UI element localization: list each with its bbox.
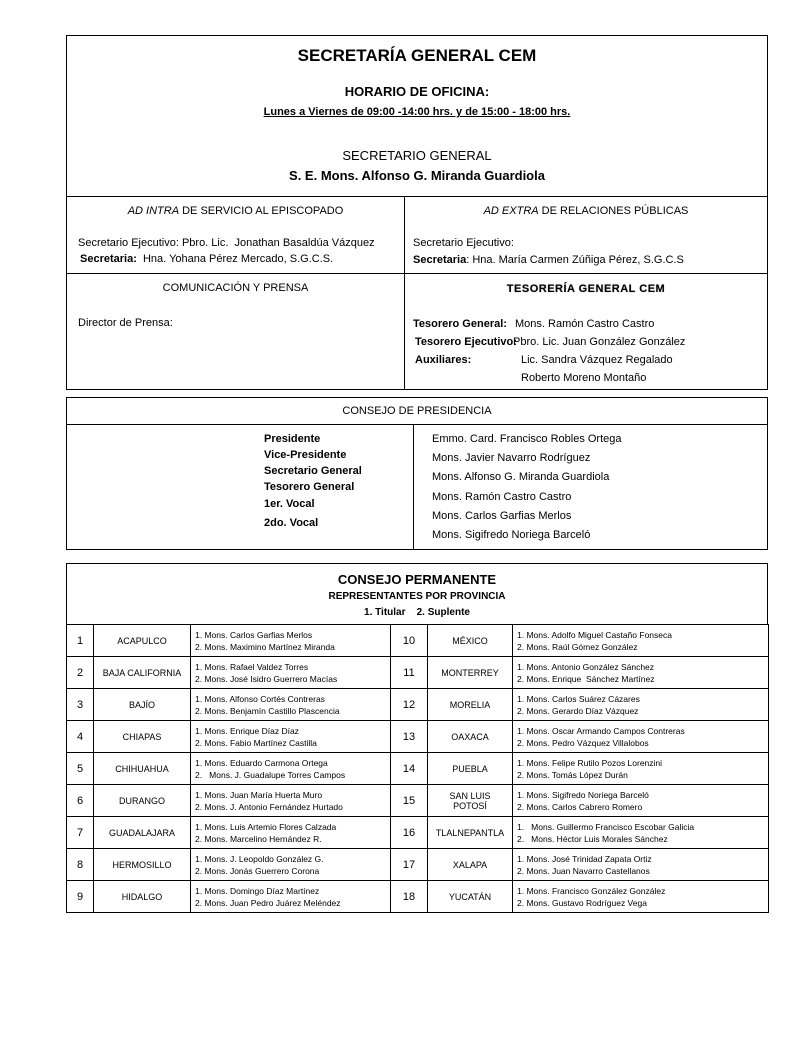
table-row xyxy=(67,689,769,721)
representative-line: 1. Mons. Juan María Huerta Muro xyxy=(195,789,323,800)
ad-extra-line2-label: Secretaria xyxy=(413,254,467,266)
province-name: PUEBLA xyxy=(428,753,513,785)
province-number: 5 xyxy=(67,753,94,785)
presidencia-roles xyxy=(264,433,362,533)
representative-line: 2. Mons. J. Antonio Fernández Hurtado xyxy=(195,801,343,812)
presidencia-name: Emmo. Card. Francisco Robles Ortega xyxy=(432,433,622,445)
province-name: OAXACA xyxy=(428,721,513,753)
permanente-subtitle: REPRESENTANTES POR PROVINCIA xyxy=(328,591,506,602)
province-representatives xyxy=(513,721,769,753)
director-prensa-label: Director de Prensa: xyxy=(78,317,173,329)
representative-line: 1. Mons. Luis Artemio Flores Calzada xyxy=(195,821,337,832)
representative-line: 2. Mons. Héctor Luis Morales Sánchez xyxy=(517,833,668,844)
province-representatives xyxy=(513,881,769,913)
province-number: 4 xyxy=(67,721,94,753)
ad-extra-line2-value: : Hna. María Carmen Zúñiga Pérez, S.G.C.S xyxy=(466,254,684,266)
representative-line: 2. Mons. Pedro Vázquez Villalobos xyxy=(517,737,649,748)
province-representatives xyxy=(191,753,391,785)
province-name: YUCATÁN xyxy=(428,881,513,913)
tesoreria-row xyxy=(413,336,767,354)
province-representatives xyxy=(513,817,769,849)
comm-treasury-row xyxy=(66,273,768,390)
representative-line: 2. Mons. Tomás López Durán xyxy=(517,769,628,780)
province-number: 17 xyxy=(391,849,428,881)
ad-extra-line1 xyxy=(413,237,514,249)
tesoreria-row-value: Roberto Moreno Montaño xyxy=(521,372,647,384)
presidencia-role: Secretario General xyxy=(264,465,362,477)
province-number: 13 xyxy=(391,721,428,753)
representative-line: 2. Mons. Gustavo Rodríguez Vega xyxy=(517,897,647,908)
province-representatives xyxy=(191,625,391,657)
province-representatives xyxy=(513,849,769,881)
representative-line: 1. Mons. Antonio González Sánchez xyxy=(517,661,655,672)
ad-intra-line2-value: Hna. Yohana Pérez Mercado, S.G.C.S. xyxy=(136,253,334,265)
permanente-title: CONSEJO PERMANENTE xyxy=(337,572,497,587)
presidencia-divider xyxy=(413,425,414,549)
comunicacion-section xyxy=(67,274,404,389)
province-name: MONTERREY xyxy=(428,657,513,689)
province-number: 11 xyxy=(391,657,428,689)
province-representatives xyxy=(513,689,769,721)
province-number: 10 xyxy=(391,625,428,657)
representative-line: 2. Mons. Maximino Martínez Miranda xyxy=(195,641,335,652)
office-hours-label: HORARIO DE OFICINA: xyxy=(344,84,490,99)
province-name: MORELIA xyxy=(428,689,513,721)
table-row xyxy=(67,785,769,817)
ad-intra-line1 xyxy=(78,237,375,249)
representative-line: 2. Mons. Juan Navarro Castellanos xyxy=(517,865,650,876)
province-representatives xyxy=(513,657,769,689)
province-representatives xyxy=(191,785,391,817)
province-name: ACAPULCO xyxy=(94,625,191,657)
representative-line: 1. Mons. Enrique Díaz Díaz xyxy=(195,725,299,736)
province-number: 3 xyxy=(67,689,94,721)
province-representatives xyxy=(191,657,391,689)
province-name: BAJÍO xyxy=(94,689,191,721)
presidencia-name: Mons. Ramón Castro Castro xyxy=(432,491,572,503)
sec-general-label: SECRETARIO GENERAL xyxy=(342,148,492,163)
province-representatives xyxy=(191,881,391,913)
province-number: 18 xyxy=(391,881,428,913)
representative-line: 1. Mons. Francisco González González xyxy=(517,885,666,896)
presidencia-body xyxy=(66,424,768,550)
representative-line: 2. Mons. Jonás Guerrero Corona xyxy=(195,865,320,876)
ad-intra-line1-label: Secretario Ejecutivo: xyxy=(78,237,179,249)
province-number: 1 xyxy=(67,625,94,657)
province-number: 15 xyxy=(391,785,428,817)
ad-intra-line1-value: Pbro. Lic. Jonathan Basaldúa Vázquez xyxy=(178,237,375,249)
province-number: 14 xyxy=(391,753,428,785)
representative-line: 2. Mons. Benjamín Castillo Plascencia xyxy=(195,705,340,716)
tesoreria-row-label: Tesorero General: xyxy=(413,318,507,330)
representative-line: 1. Mons. Sigifredo Noriega Barceló xyxy=(517,789,649,800)
presidencia-names xyxy=(432,433,622,548)
tesoreria-row-value: Mons. Ramón Castro Castro xyxy=(515,318,655,330)
representative-line: 1. Mons. Eduardo Carmona Ortega xyxy=(195,757,328,768)
province-representatives xyxy=(191,817,391,849)
tesoreria-row-value: Pbro. Lic. Juan González González xyxy=(513,336,686,348)
province-name: XALAPA xyxy=(428,849,513,881)
province-name: GUADALAJARA xyxy=(94,817,191,849)
representative-line: 1. Mons. Adolfo Miguel Castaño Fonseca xyxy=(517,629,672,640)
header-box xyxy=(66,35,768,197)
tesoreria-row xyxy=(413,372,767,390)
province-number: 12 xyxy=(391,689,428,721)
presidencia-role: 1er. Vocal xyxy=(264,498,315,510)
representative-line: 1. Mons. Felipe Rutilo Pozos Lorenzini xyxy=(517,757,663,768)
province-representatives xyxy=(513,753,769,785)
province-name: HIDALGO xyxy=(94,881,191,913)
province-number: 6 xyxy=(67,785,94,817)
presidencia-role: Presidente xyxy=(264,433,321,445)
ad-row xyxy=(66,196,768,274)
representative-line: 1. Mons. José Trinidad Zapata Ortiz xyxy=(517,853,652,864)
ad-intra-line2 xyxy=(80,253,333,265)
tesoreria-row-label: Tesorero Ejecutivo: xyxy=(415,336,517,348)
representative-line: 1. Mons. Carlos Suárez Cázares xyxy=(517,693,640,704)
tesoreria-row xyxy=(413,354,767,372)
province-number: 16 xyxy=(391,817,428,849)
ad-extra-title-italic: AD EXTRA xyxy=(483,205,539,217)
representative-line: 2. Mons. José Isidro Guerrero Macías xyxy=(195,673,338,684)
representative-line: 1. Mons. Alfonso Cortés Contreras xyxy=(195,693,325,704)
presidencia-name: Mons. Carlos Garfias Merlos xyxy=(432,510,572,522)
province-name: CHIAPAS xyxy=(94,721,191,753)
province-name: DURANGO xyxy=(94,785,191,817)
presidencia-role: Tesorero General xyxy=(264,481,355,493)
table-row xyxy=(67,881,769,913)
representative-line: 2. Mons. Carlos Cabrero Romero xyxy=(517,801,643,812)
representative-line: 2. Mons. Fabio Martínez Castilla xyxy=(195,737,317,748)
ad-intra-title-italic: AD INTRA xyxy=(127,205,180,217)
representative-line: 1. Mons. J. Leopoldo González G. xyxy=(195,853,324,864)
tesoreria-row xyxy=(413,318,767,336)
presidencia-name: Mons. Javier Navarro Rodríguez xyxy=(432,452,591,464)
ad-intra-title xyxy=(67,205,404,217)
province-number: 8 xyxy=(67,849,94,881)
table-row xyxy=(67,753,769,785)
ad-extra-section xyxy=(405,197,767,273)
province-name: SAN LUIS POTOSÍ xyxy=(428,785,513,817)
representative-line: 1. Mons. Domingo Díaz Martínez xyxy=(195,885,320,896)
ad-extra-title xyxy=(405,205,767,217)
province-number: 2 xyxy=(67,657,94,689)
representative-line: 2. Mons. Enrique Sánchez Martínez xyxy=(517,673,655,684)
ad-extra-title-rest: DE RELACIONES PÚBLICAS xyxy=(538,205,689,217)
comunicacion-title: COMUNICACIÓN Y PRENSA xyxy=(162,282,309,294)
provincias-table xyxy=(66,624,769,913)
representative-line: 1. Mons. Guillermo Francisco Escobar Galicia xyxy=(517,821,695,832)
province-representatives xyxy=(191,849,391,881)
province-name: BAJA CALIFORNIA xyxy=(94,657,191,689)
representative-line: 1. Mons. Oscar Armando Campos Contreras xyxy=(517,725,685,736)
province-representatives xyxy=(191,721,391,753)
page-title: SECRETARÍA GENERAL CEM xyxy=(297,46,537,65)
permanente-legend: 1. Titular 2. Suplente xyxy=(364,607,470,618)
province-representatives xyxy=(191,689,391,721)
representative-line: 1. Mons. Rafael Valdez Torres xyxy=(195,661,309,672)
table-row xyxy=(67,849,769,881)
office-hours: Lunes a Viernes de 09:00 -14:00 hrs. y de 15:00 - 18:00 hrs. xyxy=(263,106,571,118)
tesoreria-section xyxy=(405,274,767,389)
ad-extra-line1-label: Secretario Ejecutivo: xyxy=(413,237,514,249)
province-name: CHIHUAHUA xyxy=(94,753,191,785)
table-row xyxy=(67,625,769,657)
presidencia-title: CONSEJO DE PRESIDENCIA xyxy=(342,405,492,417)
tesoreria-row-value: Lic. Sandra Vázquez Regalado xyxy=(521,354,673,366)
tesoreria-list xyxy=(413,318,767,390)
province-name: TLALNEPANTLA xyxy=(428,817,513,849)
representative-line: 2. Mons. Gerardo Díaz Vázquez xyxy=(517,705,639,716)
representative-line: 1. Mons. Carlos Garfias Merlos xyxy=(195,629,313,640)
permanente-header xyxy=(66,563,768,625)
ad-intra-title-rest: DE SERVICIO AL EPISCOPADO xyxy=(179,205,344,217)
table-row xyxy=(67,817,769,849)
presidencia-header xyxy=(66,397,768,425)
representative-line: 2. Mons. Marcelino Hernández R. xyxy=(195,833,322,844)
province-representatives xyxy=(513,785,769,817)
province-number: 7 xyxy=(67,817,94,849)
representative-line: 2. Mons. Juan Pedro Juárez Meléndez xyxy=(195,897,341,908)
province-representatives xyxy=(513,625,769,657)
ad-extra-line2 xyxy=(413,254,684,266)
province-number: 9 xyxy=(67,881,94,913)
representative-line: 2. Mons. J. Guadalupe Torres Campos xyxy=(195,769,346,780)
tesoreria-title: TESORERÍA GENERAL CEM xyxy=(506,283,666,295)
ad-intra-section xyxy=(67,197,404,273)
ad-intra-line2-label: Secretaria: xyxy=(80,253,137,265)
table-row xyxy=(67,721,769,753)
representative-line: 2. Mons. Raúl Gómez González xyxy=(517,641,638,652)
tesoreria-row-label: Auxiliares: xyxy=(415,354,472,366)
presidencia-name: Mons. Alfonso G. Miranda Guardiola xyxy=(432,471,610,483)
province-name: MÉXICO xyxy=(428,625,513,657)
table-row xyxy=(67,657,769,689)
province-name: HERMOSILLO xyxy=(94,849,191,881)
presidencia-name: Mons. Sigifredo Noriega Barceló xyxy=(432,529,591,541)
presidencia-role: 2do. Vocal xyxy=(264,517,319,529)
presidencia-role: Vice-Presidente xyxy=(264,449,347,461)
sec-general-name: S. E. Mons. Alfonso G. Miranda Guardiola xyxy=(289,168,545,183)
